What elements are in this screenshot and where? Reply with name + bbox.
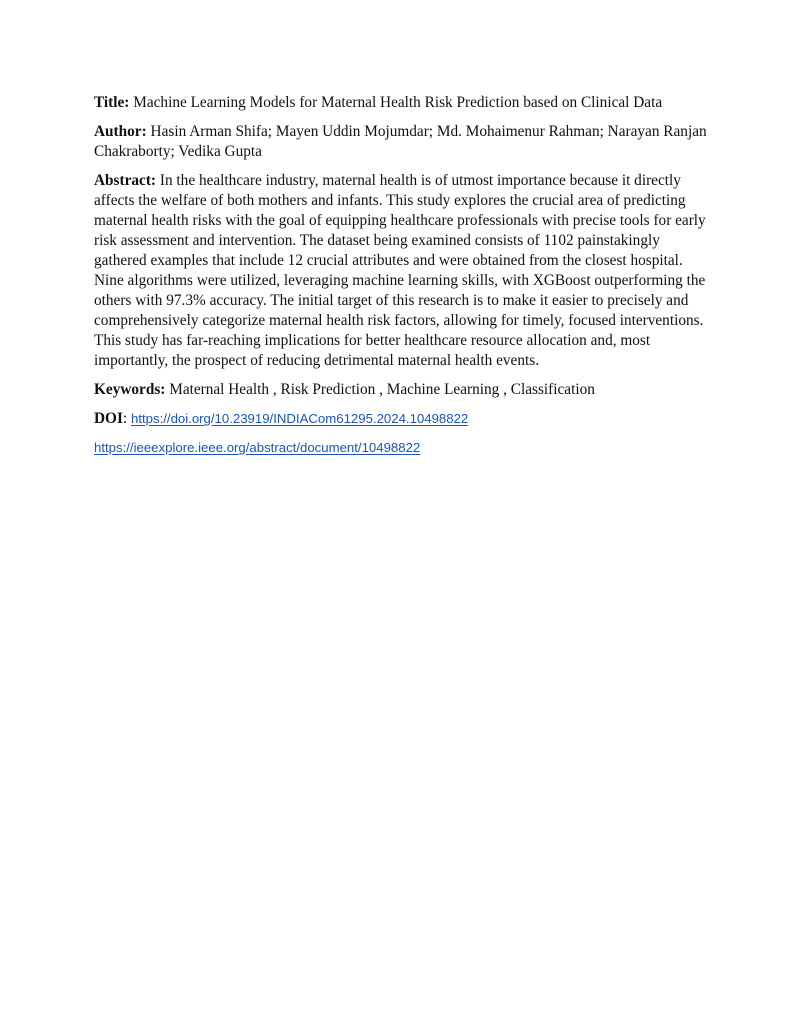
doi-separator: : [122,410,128,427]
ieee-link[interactable]: https://ieeexplore.ieee.org/abstract/document/10498822 [94,440,421,455]
doi-label: DOI [94,410,123,427]
abstract-label: Abstract: [94,172,157,189]
title-text: Machine Learning Models for Maternal Health Risk Prediction based on Clinical Data [133,94,663,111]
abstract-paragraph [94,171,714,371]
keywords-text: Maternal Health , Risk Prediction , Machine Learning , Classification [169,381,595,398]
doi-link[interactable]: https://doi.org/10.23919/INDIACom61295.2024.10498822 [130,411,469,426]
document-page [94,93,714,458]
author-label: Author: [94,123,147,140]
author-text: Hasin Arman Shifa; Mayen Uddin Mojumdar; Md. Mohaimenur Rahman; Narayan Ranjan Chakraborty; Vedika Gupta [94,123,707,160]
doi-paragraph [94,409,714,429]
keywords-label: Keywords: [94,381,166,398]
abstract-text: In the healthcare industry, maternal health is of utmost importance because it directly affects the welfare of both mothers and infants. This study explores the crucial area of predicting maternal health risks with the goal of equipping healthcare professionals with precise tools for early risk assessment and intervention. The dataset being examined consists of 1102 painstakingly gathered examples that include 12 crucial attributes and were obtained from the closest hospital. Nine algorithms were utilized, leveraging machine learning skills, with XGBoost outperforming the others with 97.3% accuracy. The initial target of this research is to make it easier to precisely and comprehensively categorize maternal health risk factors, allowing for timely, focused interventions. This study has far-reaching implications for better healthcare resource allocation and, most importantly, the prospect of reducing detrimental maternal health events. [94,172,706,369]
author-paragraph [94,122,714,162]
title-paragraph [94,93,714,113]
title-label: Title: [94,94,130,111]
ieee-paragraph [94,438,714,458]
keywords-paragraph [94,380,714,400]
